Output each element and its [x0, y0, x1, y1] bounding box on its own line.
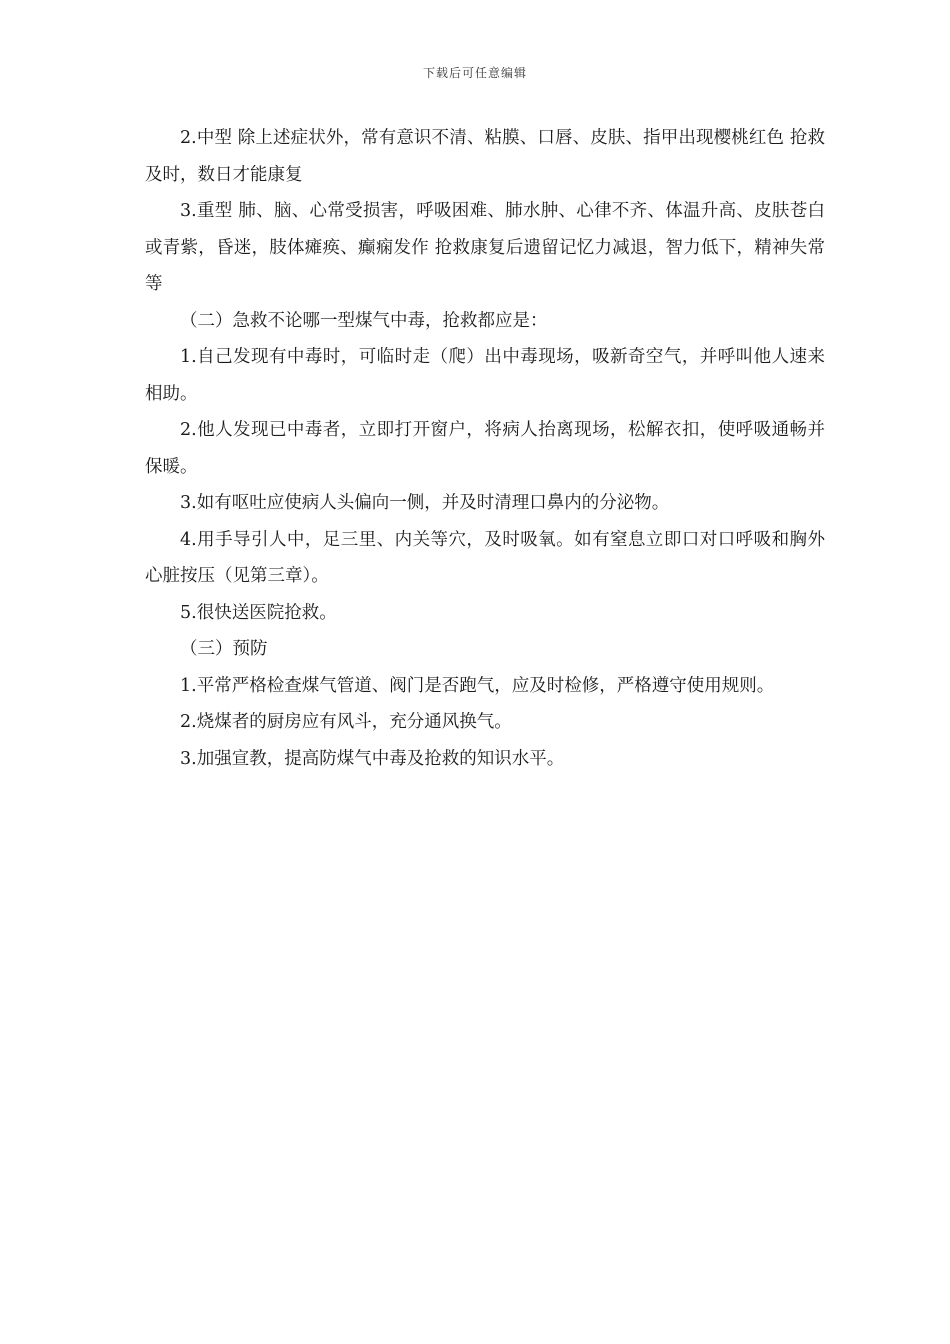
paragraph-severe-type: 3.重型 肺、脑、心常受损害，呼吸困难、肺水肿、心律不齐、体温升高、皮肤苍白或青紫，昏迷，肢体瘫痪、癫痫发作 抢救康复后遗留记忆力减退，智力低下，精神失常等: [145, 201, 825, 294]
document-body: [145, 120, 825, 777]
paragraph-moderate-type: 2.中型 除上述症状外，常有意识不清、粘膜、口唇、皮肤、指甲出现樱桃红色 抢救及时，数日才能康复: [145, 128, 825, 185]
paragraph-first-aid-4: 4.用手导引人中，足三里、内关等穴，及时吸氧。如有窒息立即口对口呼吸和胸外心脏按压（见第三章）。: [145, 529, 825, 586]
paragraph-prevention-3: 3.加强宣教，提高防煤气中毒及抢救的知识水平。: [180, 748, 565, 769]
section-heading-first-aid: （二）急救不论哪一型煤气中毒，抢救都应是：: [180, 310, 548, 331]
section-heading-prevention: （三）预防: [180, 639, 268, 659]
paragraph-first-aid-1: 1.自己发现有中毒时，可临时走（爬）出中毒现场，吸新奇空气，并呼叫他人速来相助。: [145, 347, 825, 404]
paragraph-prevention-2: 2.烧煤者的厨房应有风斗，充分通风换气。: [180, 712, 512, 732]
paragraph-prevention-1: 1.平常严格检查煤气管道、阀门是否跑气，应及时检修，严格遵守使用规则。: [180, 675, 775, 696]
page-header: 下载后可任意编辑: [422, 66, 527, 80]
paragraph-first-aid-3: 3.如有呕吐应使病人头偏向一侧，并及时清理口鼻内的分泌物。: [180, 493, 670, 513]
paragraph-first-aid-2: 2.他人发现已中毒者，立即打开窗户，将病人抬离现场，松解衣扣，使呼吸通畅并保暖。: [145, 420, 825, 477]
paragraph-first-aid-5: 5.很快送医院抢救。: [180, 602, 337, 623]
